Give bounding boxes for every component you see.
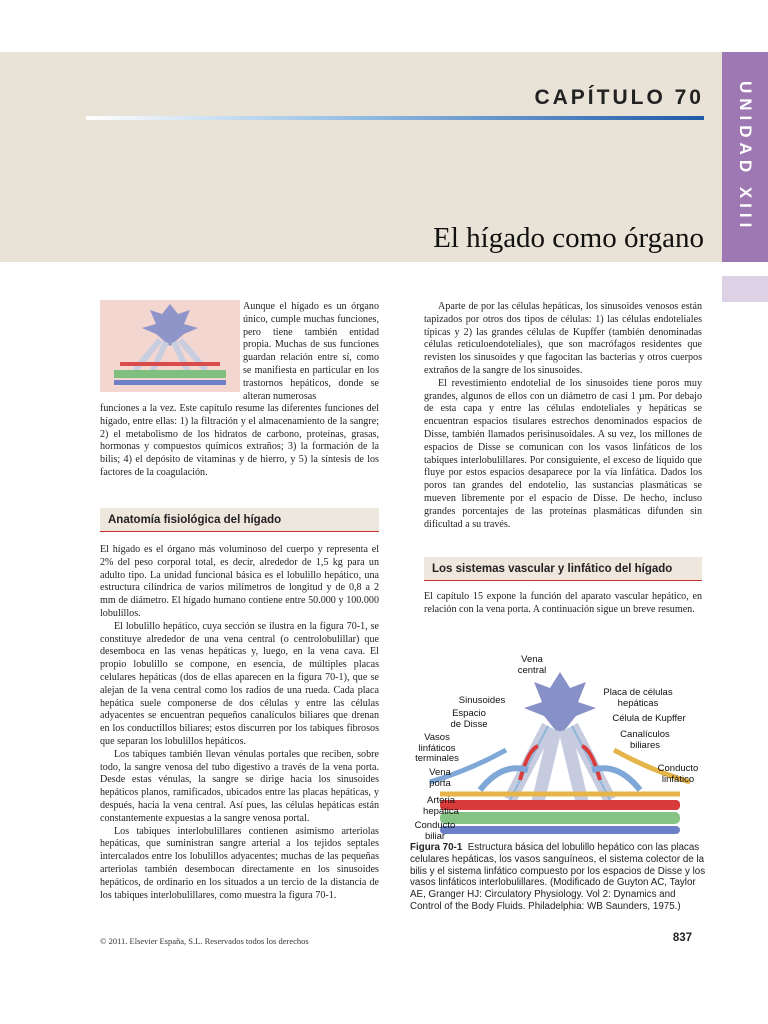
anatomia-body [100, 544, 379, 902]
section-heading-sistemas: Los sistemas vascular y linfático del hígado [424, 557, 702, 581]
figure-caption-label: Figura 70-1 [410, 842, 463, 853]
label-conducto-linfatico: Conducto linfático [657, 763, 699, 785]
label-vasos-linfaticos: Vasos linfáticos terminales [415, 732, 459, 764]
figure-caption [410, 842, 706, 913]
chapter-title: El hígado como órgano [433, 222, 704, 254]
unit-label: UNIDAD XIII [736, 81, 755, 233]
intro-wrap-text [243, 301, 379, 403]
label-celula-kupffer: Célula de Kupffer [612, 713, 686, 724]
sistemas-body [424, 591, 702, 617]
sistemas-paragraph-1: El capítulo 15 expone la función del aparato vascular hepático, en relación con la vena porta. A continuación sigue un breve resumen. [424, 591, 702, 615]
anatomia-paragraph-2: El lobulillo hepático, cuya sección se ilustra en la figura 70-1, se constituye alrededor de una vena central (o centrolobulillar) que desemboca en las venas hepáticas y, luego, en la vena cava. El propio lobulillo se compone, en esencia, de múltiples placas celulares hepáticas (dos de ellas aparecen en la figura 70-1), que se alejan de la vena central como los radios de una rueda. Cada placa hepática suele componerse de dos células y entre las células adyacentes se encuentran pequeños canalículos biliares que drenan en los conductillos biliares; estos discurren por los tabiques fibrosos que separan los lobulillos hepáticos. [100, 620, 379, 747]
anatomia-paragraph-1: El hígado es el órgano más voluminoso del cuerpo y representa el 2% del peso corporal total, es decir, alrededor de 1,5 kg para un adulto tipo. La unidad funcional básica es el lobulillo hepático, una estructura cilíndrica de varios milímetros de longitud y de 0,8 a 2 mm de diámetro. El hígado humano contiene entre 50.000 y 100.000 lobulillos. [100, 544, 379, 619]
label-arteria-hepatica: Arteria hepática [423, 795, 459, 817]
intro-rest-text [100, 403, 379, 480]
label-placa-celulas: Placa de células hepáticas [603, 687, 673, 709]
anatomia-paragraph-4: Los tabiques interlobulillares contienen asimismo arteriolas hepáticas, que suministran sangre arterial a los tejidos septales intercalados entre los lobulillos adyacentes; muchas de las pequeñas arteriolas también desembocan directamente en los sinusoides hepáticos, de ordinario en los situados a un tercio de la distancia de los tabiques interlobulillares, como muestra la figura 70-1. [100, 825, 379, 901]
label-canaliculos: Canalículos biliares [620, 729, 670, 751]
chapter-number: CAPÍTULO 70 [534, 86, 704, 109]
label-conducto-biliar: Conducto biliar [414, 820, 456, 842]
label-vena-porta: Vena porta [429, 767, 451, 789]
sinusoides-paragraph-2: El revestimiento endotelial de los sinusoides tiene poros muy grandes, algunos de ellos con un diámetro de casi 1 µm. Por debajo de esta capa y entre las células endoteliales y hepáticas se encuentran espacios tisulares estrechos denominados espacios de Disse, también llamados perisinusoidales. A su vez, los millones de espacios de Disse se comunican con los vasos linfáticos de los tabiques interlobulillares. Por consiguiente, el exceso de líquido que fluye por estos espacios desaparece por la vía linfática. Dados los poros tan grandes del endotelio, las sustancias plasmáticas se mueven libremente por el espacio de Disse. De hecho, incluso grandes porcentajes de las proteínas plasmáticas difunden sin dificultad a su través. [424, 377, 702, 530]
unit-tab-secondary [722, 276, 768, 302]
unit-tab [722, 52, 768, 262]
page-number: 837 [672, 932, 692, 944]
intro-paragraph-part2: funciones a la vez. Este capítulo resume las diferentes funciones del hígado, entre ellas: 1) la filtración y el almacenamiento de la sangre; 2) el metabolismo de los hidratos de carbono, proteínas, grasas, hormonas y compuestos químicos extraños; 3) la formación de la bilis; 4) el depósito de vitaminas y de hierro, y 5) la síntesis de los factores de la coagulación. [100, 403, 379, 478]
intro-paragraph-part1: Aunque el hígado es un órgano único, cumple muchas funciones, pero tiene también entidad propia. Muchas de sus funciones guardan relación entre sí, como se manifiesta en particular en los trastornos hepáticos, donde se alteran numerosas [243, 301, 379, 402]
anatomia-paragraph-3: Los tabiques también llevan vénulas portales que reciben, sobre todo, la sangre venosa del tubo digestivo a través de la vena porta. Desde estas vénulas, la sangre se dirige hacia los sinusoides hepáticos planos, ramificados, ubicados entre las placas hepáticas, y después, hacia la vena central. Así pues, las células hepáticas están constantemente expuestas a la sangre venosa portal. [100, 748, 379, 824]
figure-caption-text: Estructura básica del lobulillo hepático con las placas celulares hepáticas, los vasos sanguíneos, el sistema colector de la bilis y el sistema linfático compuesto por los espacios de Disse y los vasos linfáticos interlobulillares. (Modificado de Guyton AC, Taylor AE, Granger HJ: Circulatory Physiology. Vol 2: Dynamics and Control of the Body Fluids. Philadelphia: WB Saunders, 1975.) [410, 842, 706, 912]
section-heading-anatomia: Anatomía fisiológica del hígado [100, 508, 379, 532]
sinusoides-body [424, 301, 702, 531]
sinusoides-paragraph-1: Aparte de por las células hepáticas, los sinusoides venosos están tapizados por otros dos tipos de células: 1) las células endoteliales típicas y 2) las grandes células de Kupffer (también denominadas células reticuloendoteliales), que son macrófagos residentes que revisten los sinusoides y que fagocitan las bacterias y otros cuerpos extraños de la sangre de los sinusoides. [424, 301, 702, 376]
label-sinusoides: Sinusoides [458, 695, 506, 706]
lobule-thumbnail-image [100, 300, 240, 392]
copyright-footer: © 2011. Elsevier España, S.L. Reservados todos los derechos [100, 936, 309, 946]
label-espacio-disse: Espacio de Disse [450, 708, 488, 730]
header-rule [86, 116, 704, 120]
label-vena-central: Vena central [517, 654, 547, 676]
